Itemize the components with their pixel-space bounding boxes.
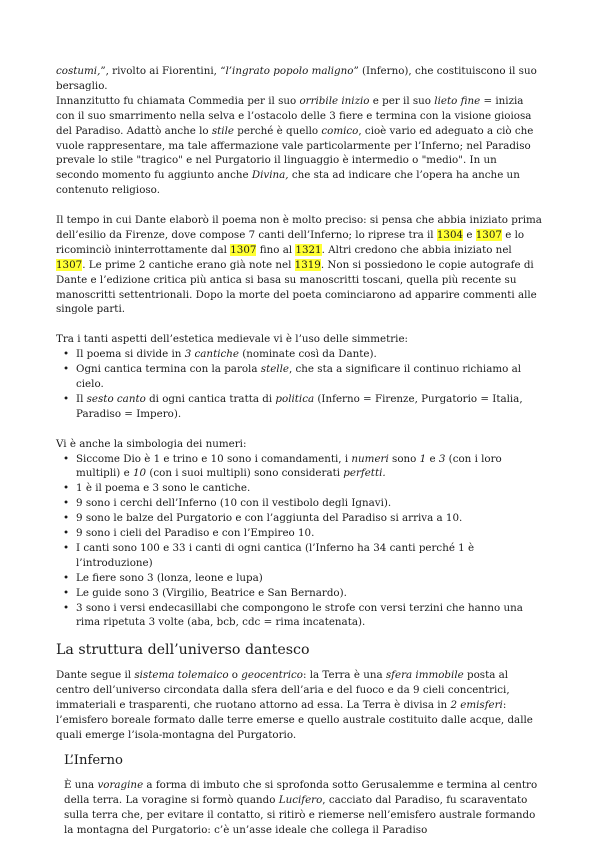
italic-text: sesto canto <box>86 392 146 405</box>
universe-paragraph: Dante segue il sistema tolemaico o geocentrico: la Terra è una sfera immobile posta al centro dell’universo circondata dalla sfera dell’aria e del fuoco e da 9 cieli concentrici, immateriali e trasparenti, che ruotano attorno ad essa. La Terra è divisa in 2 emisferi: l’emisfero boreale formato dalle terre emerse e quello australe costituito dalle acque, dalle quali emerge l’isola-montagna del Purgatorio. <box>56 669 533 742</box>
dating-paragraph: Il tempo in cui Dante elaborò il poema non è molto preciso: si pensa che abbia iniziato prima dell’esilio da Firenze, dove compose 7 canti dell’Inferno; lo riprese tra il 1304 e 1307 e lo ricominciò ininterrottamente dal 1307 fino al 1321. Altri credono che abbia iniziato nel 1307. Le prime 2 cantiche erano già note nel 1319. Non si possiedono le copie autografe di Dante e l’edizione critica più antica si basa su manoscritti toscani, quella più recente su manoscritti settentrionali. Dopo la morte del poeta cominciarono ad apparire commenti alle singole parti. <box>56 214 542 316</box>
list-item: • 1 è il poema e 3 sono le cantiche. <box>56 481 542 496</box>
document-body <box>56 64 542 838</box>
list-item: • Siccome Dio è 1 e trino e 10 sono i comandamenti, i numeri sono 1 e 3 (con i loro multipli) e 10 (con i suoi multipli) sono considerati perfetti. <box>56 452 542 482</box>
highlighted-year: 1304 <box>436 228 464 241</box>
paragraph-spacer <box>56 317 542 332</box>
italic-text: sistema tolemaico <box>134 669 229 682</box>
italic-text: 3 cantiche <box>184 348 239 361</box>
paragraph-spacer <box>56 422 542 437</box>
italic-text: voragine <box>97 778 144 791</box>
list-item: • Le guide sono 3 (Virgilio, Beatrice e San Bernardo). <box>56 586 542 601</box>
highlighted-year: 1307 <box>475 228 502 241</box>
symmetry-intro: Tra i tanti aspetti dell’estetica medievale vi è l’uso delle simmetrie: <box>56 333 409 346</box>
italic-text: stile <box>211 124 234 137</box>
highlighted-year: 1307 <box>56 258 83 271</box>
list-item: • I canti sono 100 e 33 i canti di ogni cantica (l’Inferno ha 34 canti perché 1 è l’introduzione) <box>56 541 542 571</box>
italic-text: stelle <box>260 363 289 376</box>
italic-text: geocentrico <box>241 669 303 682</box>
italic-text: 10 <box>132 467 147 480</box>
list-item: • Ogni cantica termina con la parola stelle, che sta a significare il continuo richiamo al cielo. <box>56 362 542 392</box>
numbers-intro: Vi è anche la simbologia dei numeri: <box>56 437 247 450</box>
intro-paragraph-1: costumi,”, rivolto ai Fiorentini, “l’ingrato popolo maligno” (Inferno), che costituiscono il suo bersaglio. <box>56 65 537 92</box>
intro-paragraph-2: Innanzitutto fu chiamata Commedia per il suo orribile inizio e per il suo lieto fine = inizia con il suo smarrimento nella selva e l’ostacolo delle 3 fiere e termina con la visione gioiosa del Paradiso. Adattò anche lo stile perché è quello comico, cioè vario ed adeguato a ciò che vuole rappresentare, ma tale affermazione vale particolarmente per l’Inferno; nel Paradiso prevale lo stile "tragico" e nel Purgatorio il linguaggio è intermedio o "medio". In un secondo momento fu aggiunto anche Divina, che sta ad indicare che l’opera ha anche un contenuto religioso. <box>56 94 534 197</box>
italic-text: l’ingrato popolo maligno <box>225 65 354 77</box>
highlighted-year: 1319 <box>294 258 321 271</box>
list-item: • 9 sono i cieli del Paradiso e con l’Empireo 10. <box>56 526 542 541</box>
italic-text: 2 emisferi <box>450 699 503 712</box>
numbers-list <box>56 452 542 631</box>
highlighted-year: 1321 <box>295 243 322 256</box>
italic-text: lieto fine <box>434 94 481 107</box>
italic-text: sfera immobile <box>385 669 464 682</box>
italic-text: 1 <box>419 452 427 465</box>
highlighted-year: 1307 <box>230 243 257 256</box>
italic-text: orribile inizio <box>299 94 370 107</box>
section-heading-universe: La struttura dell’universo dantesco <box>56 642 310 659</box>
italic-text: politica <box>275 392 315 405</box>
list-item: • Il poema si divide in 3 cantiche (nominate così da Dante). <box>56 347 542 362</box>
italic-text: costumi, <box>56 65 101 77</box>
italic-text: 3 <box>438 452 446 465</box>
subsection-heading-inferno: L’Inferno <box>64 752 123 768</box>
list-item: • 3 sono i versi endecasillabi che compongono le strofe con versi terzini che hanno una rima ripetuta 3 volte (aba, bcb, cdc = rima incatenata). <box>56 601 542 631</box>
paragraph-spacer <box>56 198 542 213</box>
italic-text: perfetti. <box>343 467 386 480</box>
list-item: • Le fiere sono 3 (lonza, leone e lupa) <box>56 571 542 586</box>
inferno-paragraph: È una voragine a forma di imbuto che si sprofonda sotto Gerusalemme e termina al centro della terra. La voragine si formò quando Lucifero, cacciato dal Paradiso, fu scaraventato sulla terra che, per evitare il contatto, si ritirò e riemerse nell’emisfero australe formando la montagna del Purgatorio: c’è un’asse ideale che collega il Paradiso <box>64 778 538 836</box>
symmetry-list <box>56 347 542 422</box>
list-item: • 9 sono i cerchi dell’Inferno (10 con il vestibolo degli Ignavi). <box>56 496 542 511</box>
list-item: • Il sesto canto di ogni cantica tratta di politica (Inferno = Firenze, Purgatorio = Italia, Paradiso = Impero). <box>56 392 542 422</box>
italic-text: comico <box>321 124 359 137</box>
italic-text: Lucifero <box>278 793 323 806</box>
italic-text: numeri <box>351 452 389 465</box>
italic-text: Divina, <box>251 169 289 182</box>
list-item: • 9 sono le balze del Purgatorio e con l’aggiunta del Paradiso si arriva a 10. <box>56 511 542 526</box>
